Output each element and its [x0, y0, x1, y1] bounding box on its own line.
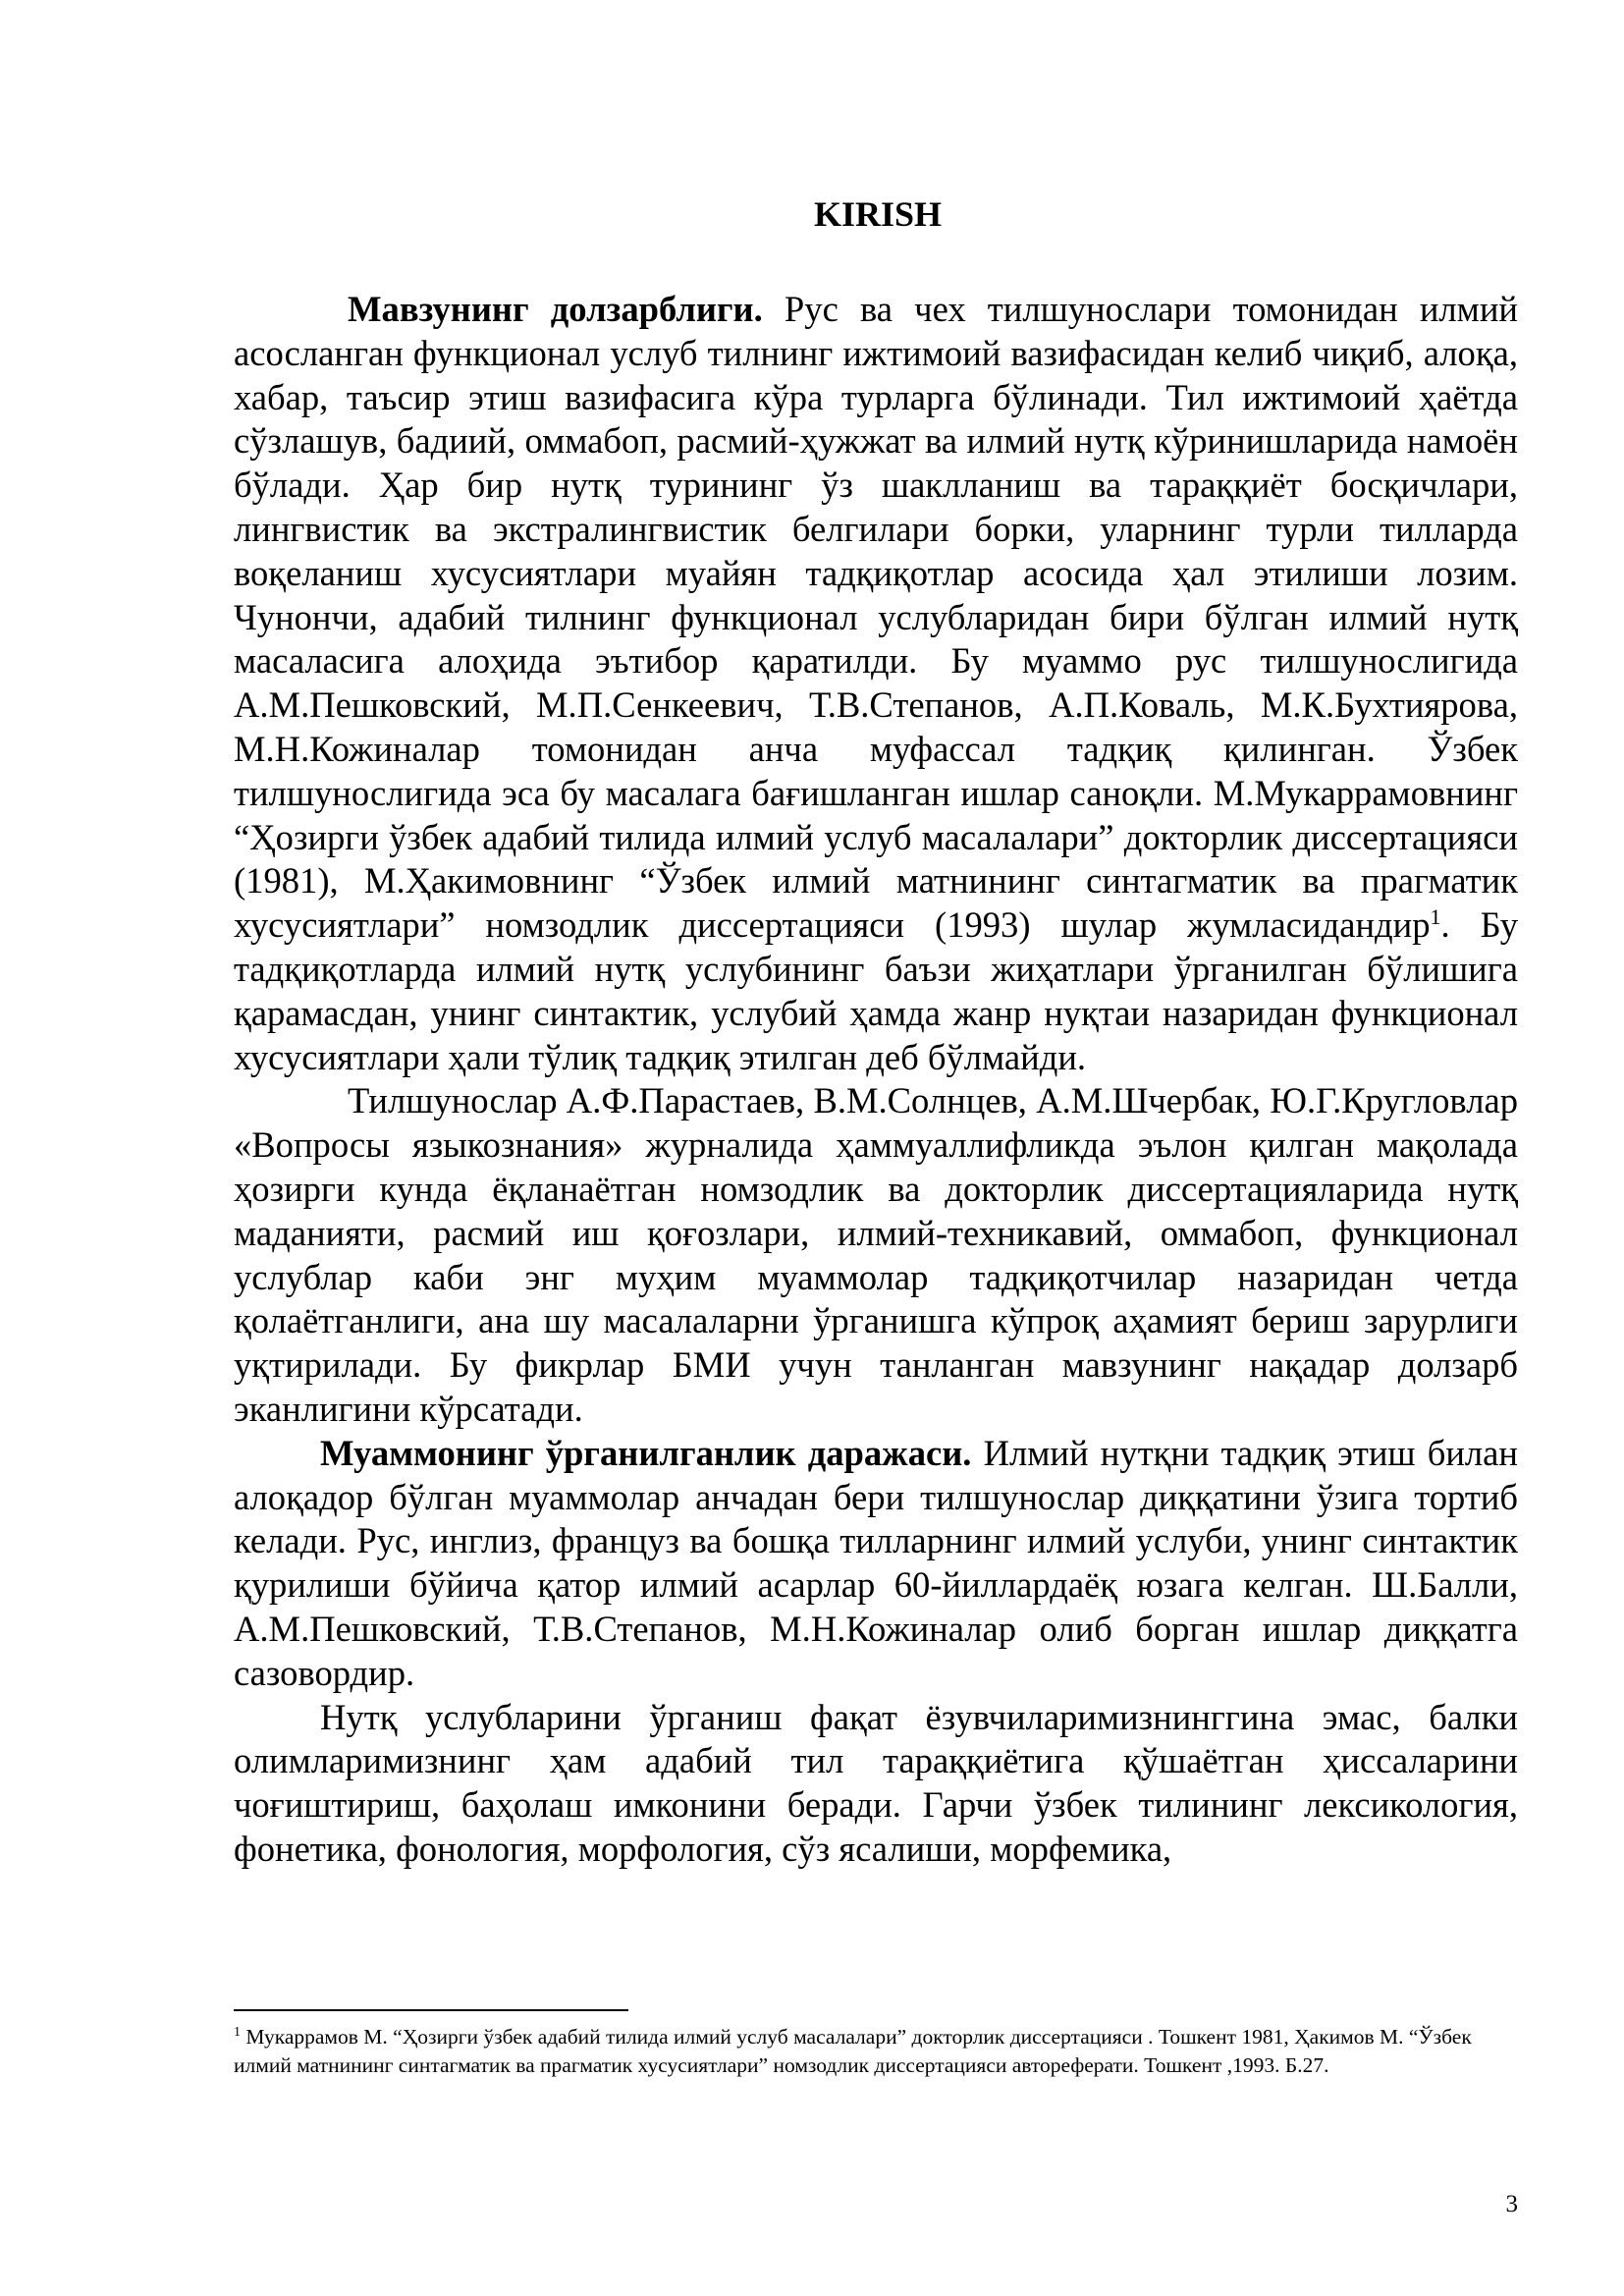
relevance-text-part2: . Бу тадқиқотларда илмий нутқ услубининг баъзи жиҳатлари ўрганилган бўлишига қарамасдан, унинг синтактик, услубий ҳамда жанр нуқтаи назаридан функционал хусусиятлари ҳали тўлиқ тадқиқ этилган деб бўлмайди. — [234, 904, 1518, 1077]
footnote-reference: 1 — [1430, 903, 1441, 929]
document-body — [234, 288, 1518, 1872]
footnote — [234, 2023, 1518, 2080]
study-degree-text: Илмий нутқни тадқиқ этиш билан алоқадор бўлган муаммолар анчадан бери тилшунослар диққатини ўзига тортиб келади. Рус, инглиз, француз ва бошқа тилларнинг илмий услуби, унинг синтактик қурилиши бўйича қатор илмий асарлар 60-йиллардаёқ юзага келган. Ш.Балли, А.М.Пешковский, Т.В.Степанов, М.Н.Кожиналар олиб борган ишлар диққатга сазовордир. — [234, 1432, 1518, 1693]
heading-study-degree: Муаммонинг ўрганилганлик даражаси. — [320, 1432, 972, 1473]
relevance-text-part1: Рус ва чех тилшунослари томонидан илмий асосланган функционал услуб тилнинг ижтимоий вазифасидан келиб чиқиб, алоқа, хабар, таъсир этиш вазифасига кўра турларга бўлинади. Тил ижтимоий ҳаётда сўзлашув, бадиий, оммабоп, расмий-ҳужжат ва илмий нутқ кўринишларида намоён бўлади. Ҳар бир нутқ турининг ўз шаклланиш ва тараққиёт босқичлари, лингвистик ва экстралингвистик белгилари борки, уларнинг турли тилларда воқеланиш хусусиятлари муайян тадқиқотлар асосида ҳал этилиши лозим. Чунончи, адабий тилнинг функционал услубларидан бири бўлган илмий нутқ масаласига алоҳида эътибор қаратилди. Бу муаммо рус тилшунослигида А.М.Пешковский, М.П.Сенкеевич, Т.В.Степанов, А.П.Коваль, М.К.Бухтиярова, М.Н.Кожиналар томонидан анча муфассал тадқиқ қилинган. Ўзбек тилшунослигида эса бу масалага бағишланган ишлар саноқли. М.Мукаррамовнинг “Ҳозирги ўзбек адабий тилида илмий услуб масалалари” докторлик диссертацияси (1981), М.Ҳакимовнинг “Ўзбек илмий матнининг синтагматик ва прагматик хусусиятлари” номзодлик диссертацияси (1993) шулар жумласидандир — [234, 289, 1518, 946]
heading-relevance: Мавзунинг долзарблиги. — [348, 289, 763, 329]
paragraph-study-degree — [234, 1432, 1518, 1696]
paragraph-scholars: Тилшунослар А.Ф.Парастаев, В.М.Солнцев, А.М.Шчербак, Ю.Г.Кругловлар «Вопросы языкознания» журналида ҳаммуаллифликда эълон қилган мақолада ҳозирги кунда ёқланаётган номзодлик ва докторлик диссертацияларида нутқ маданияти, расмий иш қоғозлари, илмий-техникавий, оммабоп, функционал услублар каби энг муҳим муаммолар тадқиқотчилар назаридан четда қолаётганлиги, ана шу масалаларни ўрганишга кўпроқ аҳамият бериш зарурлиги уқтирилади. Бу фикрлар БМИ учун танланган мавзунинг нақадар долзарб эканлигини кўрсатади. — [234, 1080, 1518, 1429]
paragraph-relevance — [234, 288, 1518, 1079]
footnote-separator — [234, 2009, 628, 2011]
paragraph-speech-styles: Нутқ услубларини ўрганиш фақат ёзувчиларимизнинггина эмас, балки олимларимизнинг ҳам адабий тил тараққиётига қўшаётган ҳиссаларини чоғиштириш, баҳолаш имконини беради. Гарчи ўзбек тилининг лексикология, фонетика, фонология, морфология, сўз ясалиши, морфемика, — [234, 1696, 1518, 1869]
page-title: KIRISH — [813, 194, 943, 234]
footnote-mark: 1 — [234, 2024, 241, 2040]
page-number: 3 — [1505, 2191, 1518, 2217]
footnote-text: Мукаррамов М. “Ҳозирги ўзбек адабий тилида илмий услуб масалалари” докторлик диссертацияси . Тошкент 1981, Ҳакимов М. “Ўзбек илмий матнининг синтагматик ва прагматик хусусиятлари” номзодлик диссертацияси автореферати. Тошкент ,1993. Б.27. — [234, 2025, 1472, 2077]
